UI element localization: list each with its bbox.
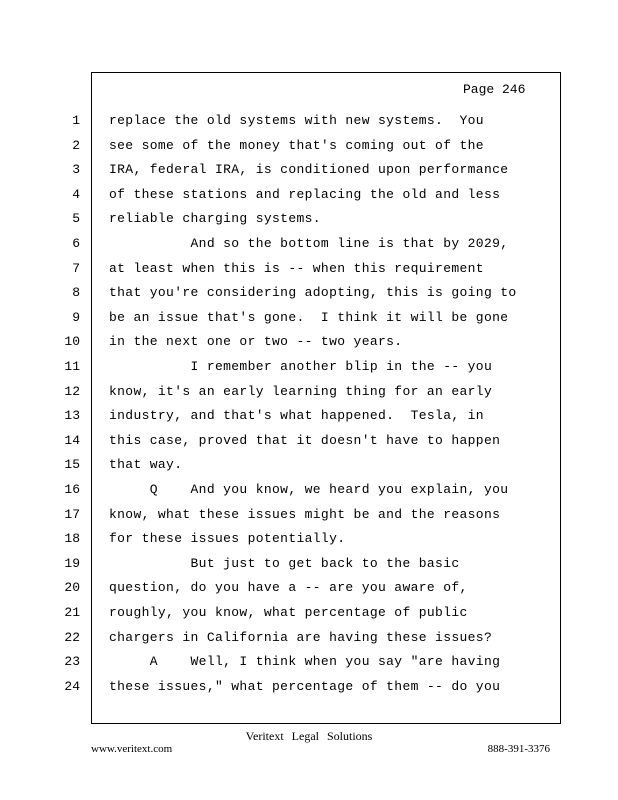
line-number: 8 <box>72 285 80 301</box>
footer-phone: 888-391-3376 <box>487 743 550 755</box>
transcript-line: know, it's an early learning thing for an early <box>109 383 493 399</box>
transcript-line: But just to get back to the basic <box>109 555 460 571</box>
line-number: 18 <box>64 531 80 547</box>
transcript-line: reliable charging systems. <box>109 211 321 227</box>
transcript-line: replace the old systems with new systems. You <box>109 113 484 128</box>
transcript-line: And so the bottom line is that by 2029, <box>109 236 509 251</box>
transcript-line: roughly, you know, what percentage of public <box>109 605 468 620</box>
line-number: 19 <box>64 555 80 571</box>
line-number: 22 <box>64 629 80 645</box>
line-number: 1 <box>72 113 80 128</box>
transcript-line: at least when this is -- when this requirement <box>109 260 484 276</box>
footer-website: www.veritext.com <box>91 743 173 755</box>
line-number: 12 <box>64 383 80 399</box>
line-number: 10 <box>64 334 80 350</box>
line-number: 23 <box>64 654 80 670</box>
line-number: 14 <box>64 432 80 448</box>
transcript-line: this case, proved that it doesn't have to happen <box>109 432 501 448</box>
line-number: 17 <box>64 506 80 522</box>
line-number: 4 <box>72 186 80 202</box>
transcript-line: that way. <box>109 457 183 473</box>
transcript-line: know, what these issues might be and the reasons <box>109 506 501 522</box>
transcript-line: industry, and that's what happened. Tesla, in <box>109 408 484 424</box>
line-number: 15 <box>64 457 80 473</box>
transcript-line: Q And you know, we heard you explain, you <box>109 482 509 497</box>
line-number: 20 <box>64 580 80 596</box>
line-number: 7 <box>72 260 80 276</box>
transcript-line: of these stations and replacing the old and less <box>109 186 501 202</box>
page-number: Page 246 <box>463 82 526 97</box>
footer-company: Veritext Legal Solutions <box>245 729 373 743</box>
line-number: 6 <box>72 236 80 251</box>
line-number: 13 <box>64 408 80 424</box>
transcript-line: A Well, I think when you say "are having <box>109 654 501 670</box>
line-number: 21 <box>64 605 80 620</box>
transcript-line: in the next one or two -- two years. <box>109 334 403 350</box>
line-number: 5 <box>72 211 80 227</box>
transcript-line: I remember another blip in the -- you <box>109 359 493 374</box>
transcript-line: be an issue that's gone. I think it will be gone <box>109 309 509 325</box>
line-number: 2 <box>72 137 80 153</box>
transcript-line: that you're considering adopting, this is going to <box>109 285 517 301</box>
transcript-line: see some of the money that's coming out of the <box>109 137 484 153</box>
line-number: 11 <box>64 359 80 374</box>
transcript-line: for these issues potentially. <box>109 531 346 547</box>
line-number: 24 <box>64 678 80 694</box>
line-number: 9 <box>72 309 80 325</box>
transcript-line: these issues," what percentage of them -- do you <box>109 678 501 694</box>
transcript-line: question, do you have a -- are you aware of, <box>109 580 468 596</box>
line-number: 3 <box>72 162 80 178</box>
line-number: 16 <box>64 482 80 497</box>
transcript-line: chargers in California are having these issues? <box>109 629 493 645</box>
transcript-line: IRA, federal IRA, is conditioned upon performance <box>109 162 509 178</box>
